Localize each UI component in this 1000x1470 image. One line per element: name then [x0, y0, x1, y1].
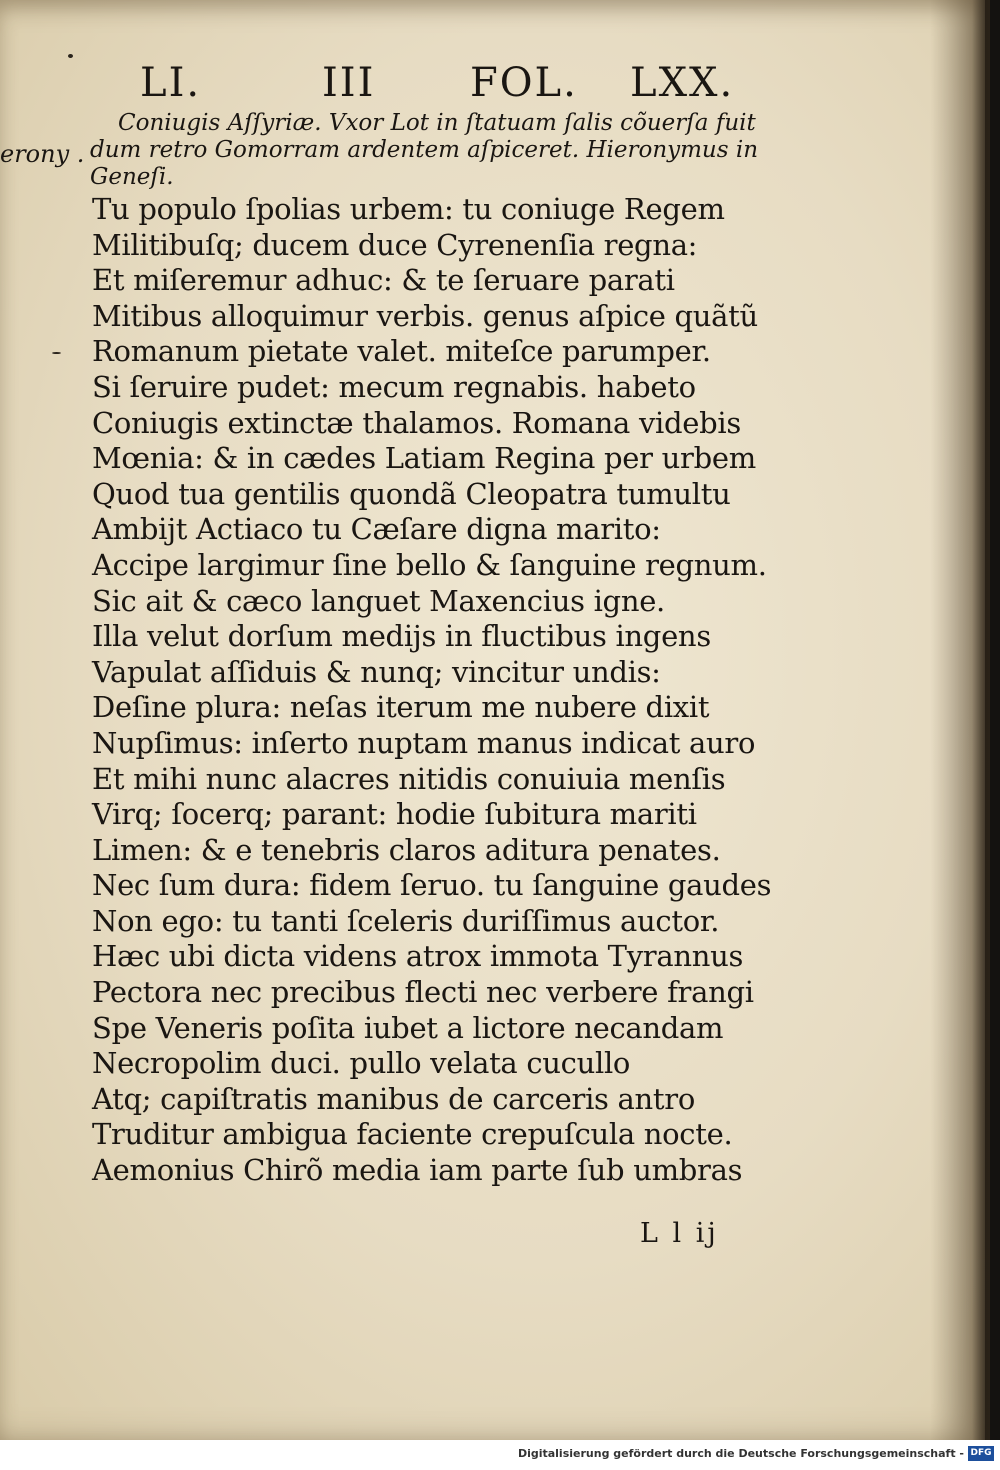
verse-line: Accipe largimur ſine bello & ſanguine regnum. — [92, 547, 767, 582]
marginal-note: erony . — [0, 140, 85, 168]
verse-block — [92, 192, 772, 1189]
verse-line: Et miſeremur adhuc: & te ſeruare parati — [92, 263, 675, 298]
verse-line: Nupſimus: inſerto nuptam manus indicat auro — [92, 725, 756, 760]
running-head-fol-label: FOL. — [470, 60, 578, 106]
page-edge-shadow — [930, 0, 990, 1440]
prose-line: Coniugis Aſſyriæ. Vxor Lot in ſtatuam ſalis cõuerſa fuit — [118, 110, 756, 136]
verse-line: Si ſeruire pudet: mecum regnabis. habeto — [92, 369, 696, 404]
verse-line: Vapulat aſſiduis & nunq; vincitur undis: — [92, 654, 661, 689]
verse-line: Et mihi nunc alacres nitidis conuiuia menſis — [92, 761, 726, 796]
prose-line: dum retro Gomorram ardentem aſpiceret. Hieronymus in — [90, 137, 759, 163]
verse-line: Tu populo ſpolias urbem: tu coniuge Regem — [92, 192, 725, 226]
signature-mark: L l ij — [640, 1218, 719, 1249]
verse-line: Nec ſum dura: fidem ſeruo. tu ſanguine gaudes — [92, 868, 772, 903]
verse-line: Truditur ambigua faciente crepuſcula nocte. — [92, 1117, 733, 1152]
verse-line: Illa velut dorſum medijs in fluctibus ingens — [92, 619, 711, 654]
verse-line: Romanum pietate valet. miteſce parumper. — [92, 334, 711, 369]
running-head-folio: LXX. — [630, 60, 735, 106]
verse-line: Aemonius Chirõ media iam parte ſub umbras — [92, 1153, 743, 1188]
digitization-footer — [0, 1440, 1000, 1470]
funding-credit: Digitalisierung gefördert durch die Deutsche Forschungsgemeinschaft - — [517, 1447, 964, 1460]
verse-line: Militibuſq; ducem duce Cyrenenſia regna: — [92, 227, 698, 262]
ink-speck — [52, 352, 61, 354]
verse-line: Mitibus alloquimur verbis. genus aſpice quãtũ — [92, 298, 758, 333]
verse-line: Coniugis extinctæ thalamos. Romana videbis — [92, 405, 741, 440]
verse-line: Pectora nec precibus flecti nec verbere frangi — [92, 975, 754, 1010]
verse-line: Necropolim duci. pullo velata cucullo — [92, 1046, 631, 1081]
verse-line: Virq; ſocerq; parant: hodie ſubitura mariti — [92, 797, 697, 832]
verse-line: Quod tua gentilis quondã Cleopatra tumultu — [92, 476, 731, 511]
verse-line: Limen: & e tenebris claros aditura penates. — [92, 832, 721, 867]
running-head-left: LI. — [140, 60, 202, 106]
verse-line: Deſine plura: neſas iterum me nubere dixit — [92, 690, 710, 725]
verse-line: Ambijt Actiaco tu Cæſare digna marito: — [92, 512, 661, 547]
verse-line: Hæc ubi dicta videns atrox immota Tyrannus — [92, 939, 744, 974]
prose-commentary — [90, 110, 759, 191]
running-head-book: III — [322, 60, 376, 106]
dfg-logo: DFG — [968, 1446, 994, 1461]
verse-line: Mœnia: & in cædes Latiam Regina per urbem — [92, 441, 756, 476]
verse-line: Atq; capiſtratis manibus de carceris antro — [92, 1081, 695, 1116]
verse-line: Spe Veneris poſita iubet a lictore necandam — [92, 1010, 724, 1045]
ink-speck — [68, 54, 73, 58]
verse-line: Sic ait & cæco languet Maxencius igne. — [92, 583, 665, 618]
running-head — [140, 60, 760, 110]
prose-line: Geneſi. — [90, 164, 174, 190]
verse-line: Non ego: tu tanti ſceleris duriſſimus auctor. — [92, 903, 720, 938]
